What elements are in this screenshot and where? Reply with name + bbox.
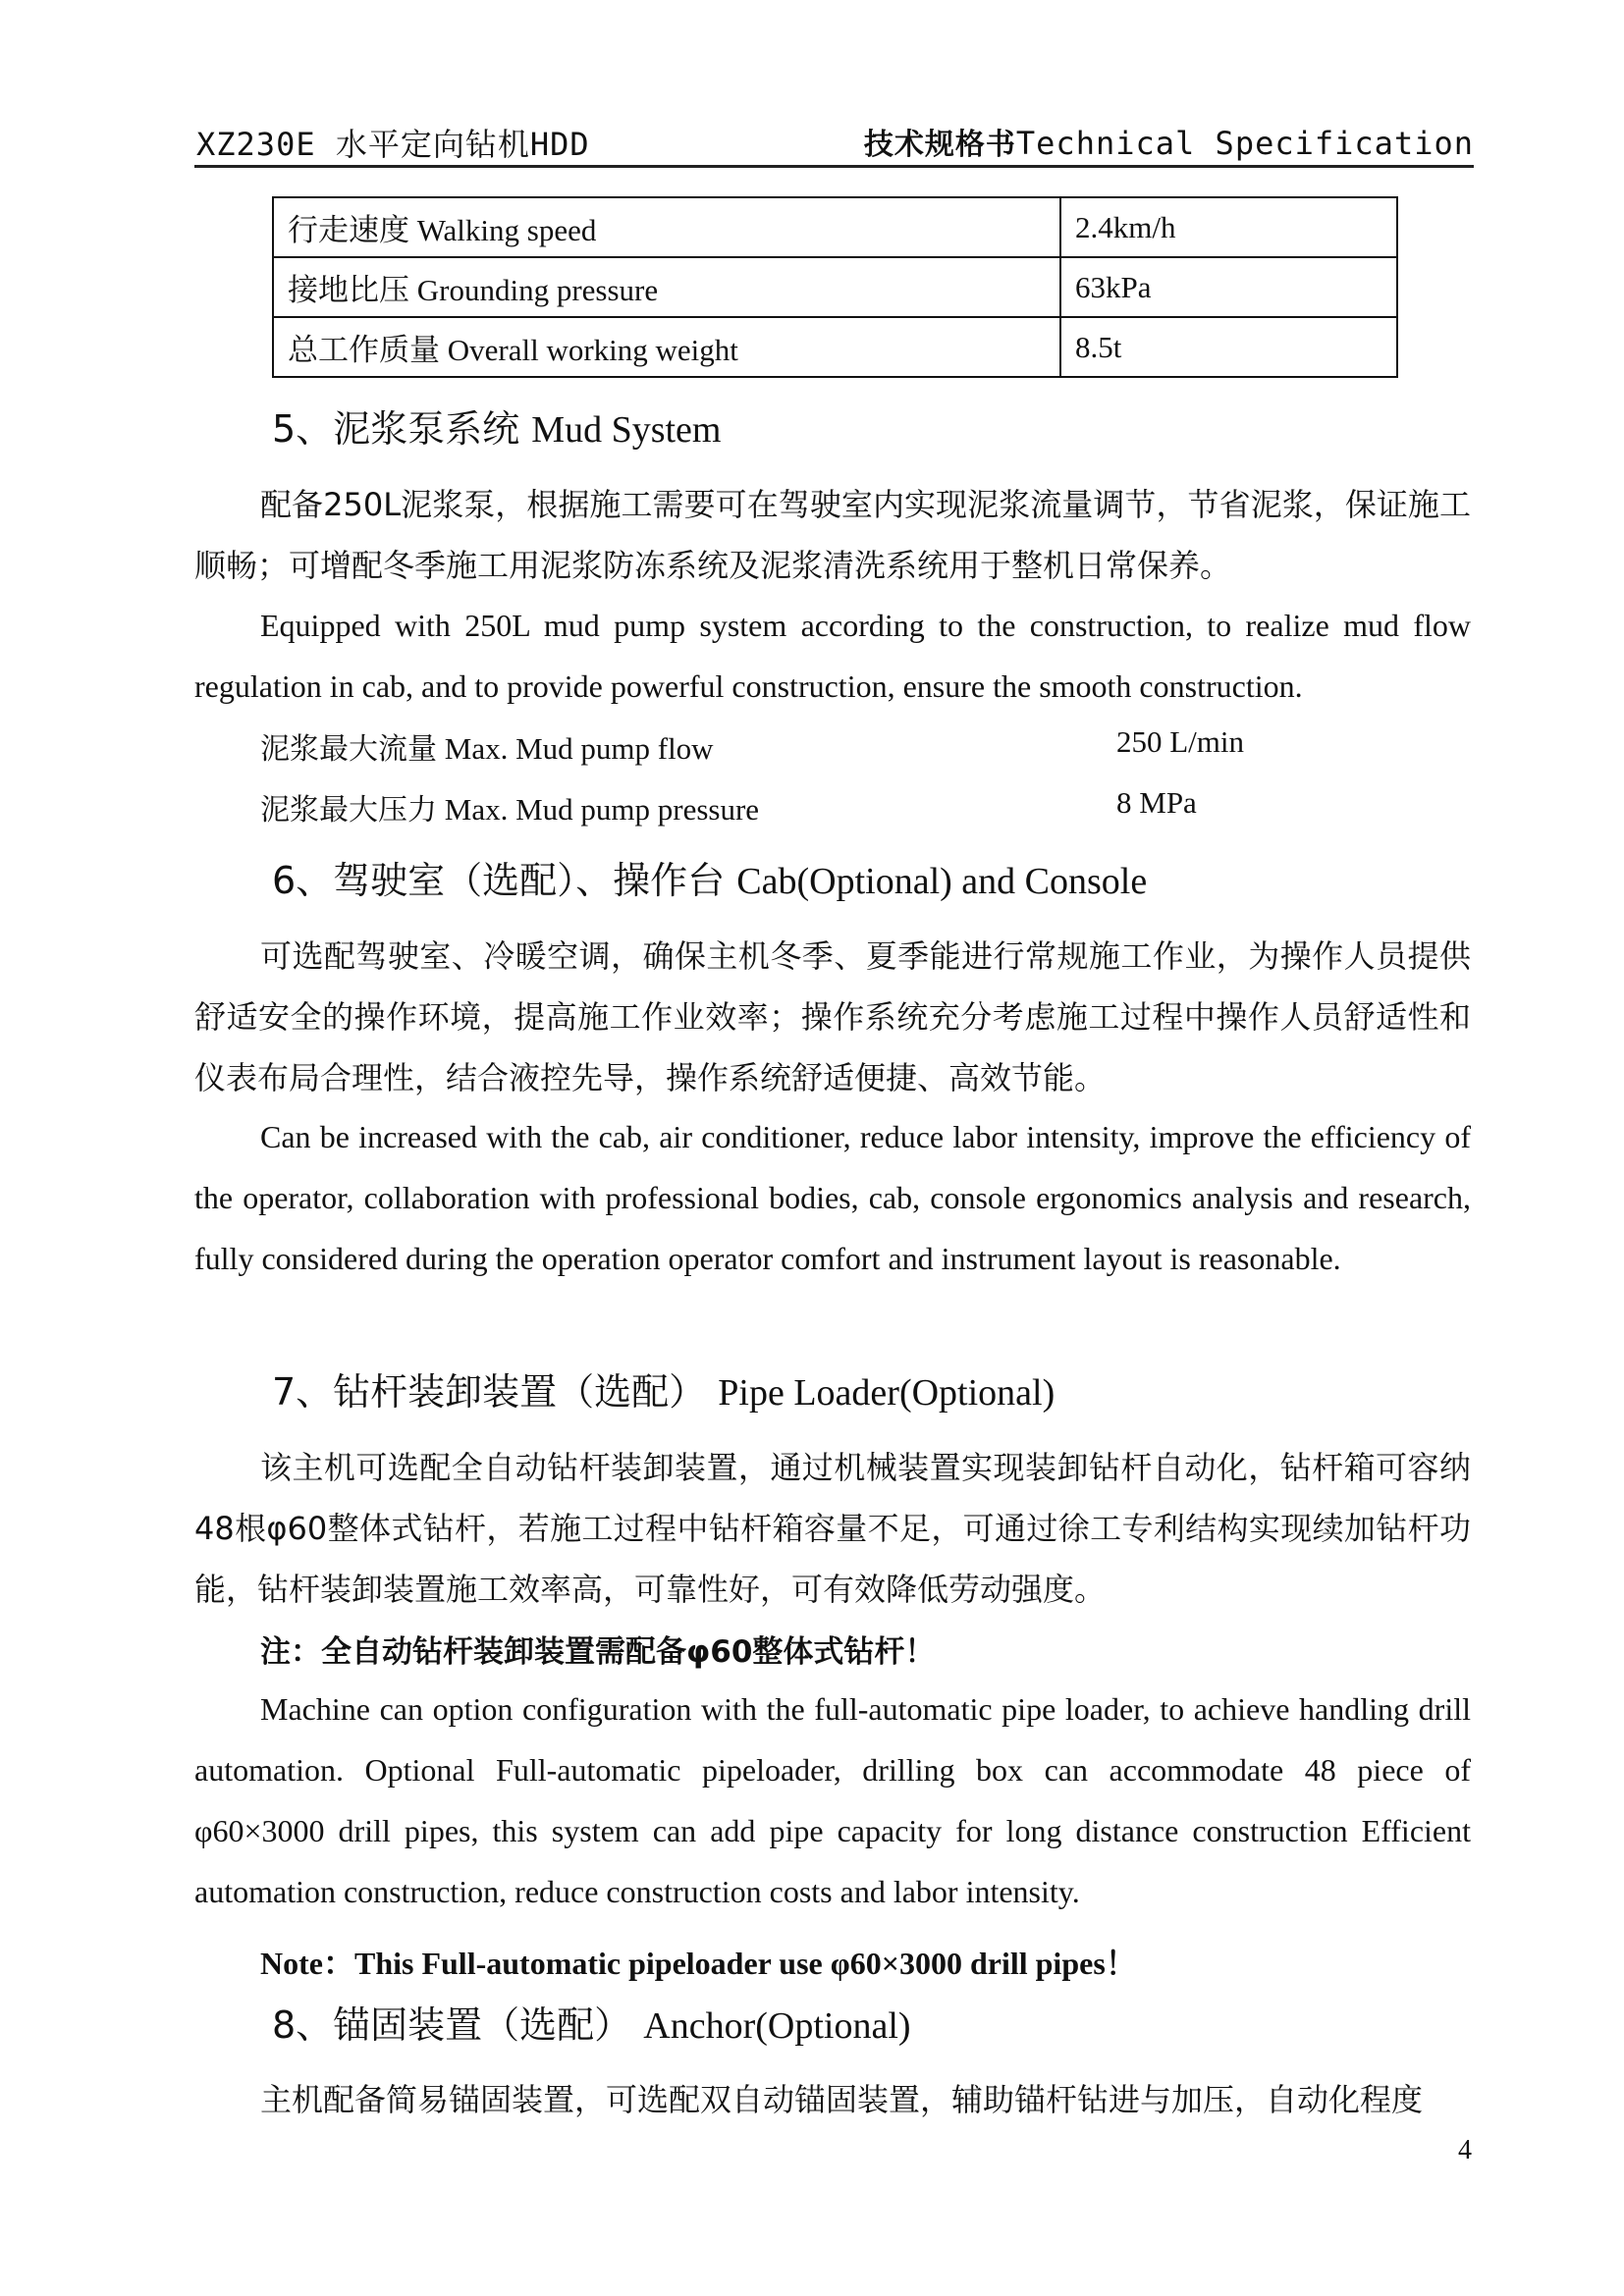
section-5-paragraph-en: Equipped with 250L mud pump system according to the construction, to realize mud flow regulation in cab, and to provide powerful construction, ensure the smooth construction. [194,608,1471,704]
spec-table [272,196,1398,378]
table-cell-value: 2.4km/h [1060,197,1397,257]
section-6-heading [272,850,1147,904]
header-model-title: XZ230E 水平定向钻机HDD [196,126,590,163]
header-doc-type [864,120,1474,163]
mud-pressure-label-en: Max. Mud pump pressure [444,792,760,827]
section-8-heading [272,1995,911,2049]
section-7-paragraph-zh: 该主机可选配全自动钻杆装卸装置，通过机械装置实现装卸钻杆自动化，钻杆箱可容纳48根φ60整体式钻杆，若施工过程中钻杆箱容量不足，可通过徐工专利结构实现续加钻杆功能，钻杆装卸装置施工效率高，可靠性好，可有效降低劳动强度。 [194,1449,1471,1608]
mud-pressure-label-zh: 泥浆最大压力 [260,793,437,828]
section-6-title-en: Cab(Optional) and Console [736,861,1148,902]
table-row [273,257,1397,317]
header-doc-type-zh: 技术规格书 [863,128,1016,162]
section-7-note-zh: 注：全自动钻杆装卸装置需配备φ60整体式钻杆！ [260,1634,936,1670]
mud-flow-label-zh: 泥浆最大流量 [260,732,437,767]
section-5-title-zh: 5、泥浆泵系统 [272,407,520,451]
mud-pressure-row [260,785,759,828]
page-number: 4 [1458,2135,1472,2165]
header-doc-type-en: Technical Specification [1015,125,1474,162]
section-5-paragraph-zh: 配备250L泥浆泵，根据施工需要可在驾驶室内实现泥浆流量调节，节省泥浆，保证施工顺畅；可增配冬季施工用泥浆防冻系统及泥浆清洗系统用于整机日常保养。 [194,486,1471,584]
table-cell-param: 行走速度 Walking speed [273,197,1060,257]
table-cell-value: 8.5t [1060,317,1397,377]
section-8-paragraph-zh: 主机配备简易锚固装置，可选配双自动锚固装置，辅助锚杆钻进与加压，自动化程度 [260,2081,1424,2118]
section-6-title-zh: 6、驾驶室（选配）、操作台 [272,859,726,902]
section-6-paragraph-zh: 可选配驾驶室、冷暖空调，确保主机冬季、夏季能进行常规施工作业，为操作人员提供舒适安全的操作环境，提高施工作业效率；操作系统充分考虑施工过程中操作人员舒适性和仪表布局合理性，结合液控先导，操作系统舒适便捷、高效节能。 [194,937,1471,1096]
mud-flow-row [260,724,714,768]
mud-flow-label-en: Max. Mud pump flow [444,731,714,766]
table-cell-param: 接地比压 Grounding pressure [273,257,1060,317]
section-8-title-zh: 8、锚固装置（选配） [272,2003,632,2047]
table-row [273,197,1397,257]
mud-pressure-value: 8 MPa [1116,785,1197,820]
section-7-heading [272,1362,1055,1415]
table-row [273,317,1397,377]
page-header [194,116,1474,168]
section-8-title-en: Anchor(Optional) [643,2005,911,2047]
section-6-paragraph-en: Can be increased with the cab, air conditioner, reduce labor intensity, improve the efficiency of the operator, collaboration with professional bodies, cab, console ergonomics analysis and research, fully considered during the operation operator comfort and instrument layout is reasonable. [194,1119,1471,1276]
section-5-heading [272,399,721,453]
section-7-paragraph-en: Machine can option configuration with the full-automatic pipe loader, to achieve handling drill automation. Optional Full-automatic pipeloader, drilling box can accommodate 48 piece of φ60×3000 drill pipes, this system can add pipe capacity for long distance construction Efficient automation construction, reduce construction costs and labor intensity. [194,1691,1471,1909]
table-cell-param: 总工作质量 Overall working weight [273,317,1060,377]
table-cell-value: 63kPa [1060,257,1397,317]
section-7-title-zh: 7、钻杆装卸装置（选配） [272,1370,707,1414]
section-7-title-en: Pipe Loader(Optional) [718,1372,1056,1414]
mud-flow-value: 250 L/min [1116,724,1245,759]
section-7-note-en: Note：This Full-automatic pipeloader use φ60×3000 drill pipes！ [260,1946,1137,1981]
section-5-title-en: Mud System [531,409,722,451]
